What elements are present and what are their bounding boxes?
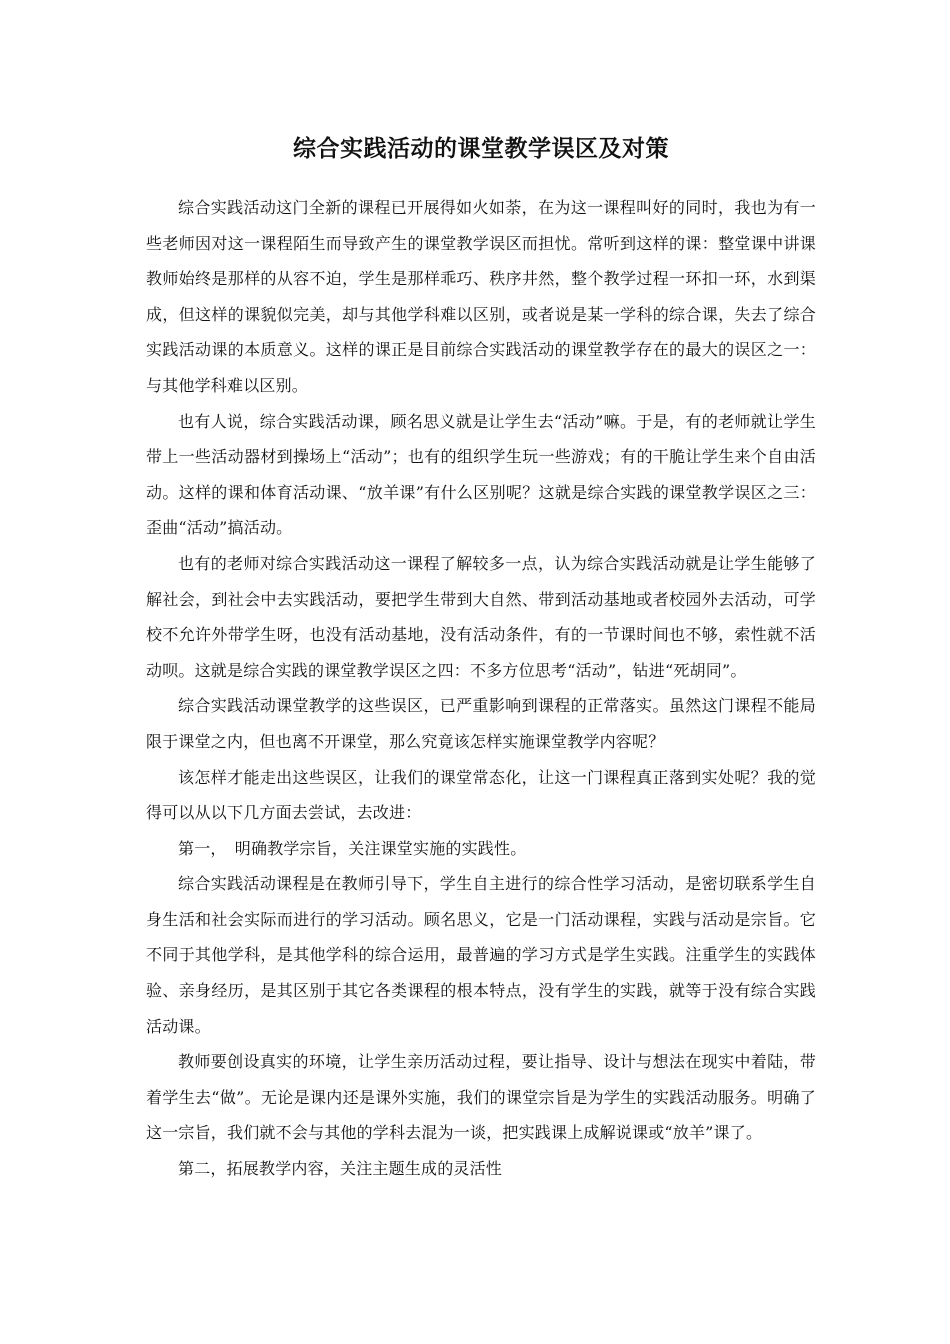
paragraph-7: 教师要创设真实的环境，让学生亲历活动过程，要让指导、设计与想法在现实中着陆，带着学生去“做”。无论是课内还是课外实施，我们的课堂宗旨是为学生的实践活动服务。明确了这一宗旨，我们就不会与其他的学科去混为一谈，把实践课上成解说课或“放羊”课了。	[146, 1052, 816, 1143]
paragraph-5: 该怎样才能走出这些误区，让我们的课堂常态化，让这一门课程真正落到实处呢？我的觉得可以从以下几方面去尝试，去改进：	[146, 767, 816, 823]
paragraph-2: 也有人说，综合实践活动课，顾名思义就是让学生去“活动”嘛。于是，有的老师就让学生带上一些活动器材到操场上“活动”；也有的组织学生玩一些游戏；有的干脆让学生来个自由活动。这样的课和体育活动课、“放羊课”有什么区别呢？这就是综合实践的课堂教学误区之三：歪曲“活动”搞活动。	[146, 411, 816, 538]
document-page	[146, 128, 816, 1187]
paragraph-4: 综合实践活动课堂教学的这些误区，已严重影响到课程的正常落实。虽然这门课程不能局限于课堂之内，但也离不开课堂，那么究竟该怎样实施课堂教学内容呢？	[146, 696, 816, 751]
document-body	[146, 190, 816, 1187]
section-heading-2: 第二，拓展教学内容，关注主题生成的灵活性	[178, 1159, 503, 1179]
paragraph-6: 综合实践活动课程是在教师引导下，学生自主进行的综合性学习活动，是密切联系学生自身生活和社会实际而进行的学习活动。顾名思义，它是一门活动课程，实践与活动是宗旨。它不同于其他学科，是其他学科的综合运用，最普遍的学习方式是学生实践。注重学生的实践体验、亲身经历，是其区别于其它各类课程的根本特点，没有学生的实践，就等于没有综合实践活动课。	[146, 874, 816, 1036]
section-heading-1: 第一， 明确教学宗旨，关注课堂实施的实践性。	[178, 838, 527, 858]
paragraph-3: 也有的老师对综合实践活动这一课程了解较多一点，认为综合实践活动就是让学生能够了解社会，到社会中去实践活动，要把学生带到大自然、带到活动基地或者校园外去活动，可学校不允许外带学生呀，也没有活动基地，没有活动条件，有的一节课时间也不够，索性就不活动呗。这就是综合实践的课堂教学误区之四：不多方位思考“活动”，钻进“死胡同”。	[146, 553, 816, 680]
paragraph-1: 综合实践活动这门全新的课程已开展得如火如荼，在为这一课程叫好的同时，我也为有一些老师因对这一课程陌生而导致产生的课堂教学误区而担忧。常听到这样的课：整堂课中讲课教师始终是那样的从容不迫，学生是那样乖巧、秩序井然，整个教学过程一环扣一环，水到渠成，但这样的课貌似完美，却与其他学科难以区别，或者说是某一学科的综合课，失去了综合实践活动课的本质意义。这样的课正是目前综合实践活动的课堂教学存在的最大的误区之一：与其他学科难以区别。	[146, 198, 816, 395]
document-title: 综合实践活动的课堂教学误区及对策	[293, 136, 669, 162]
